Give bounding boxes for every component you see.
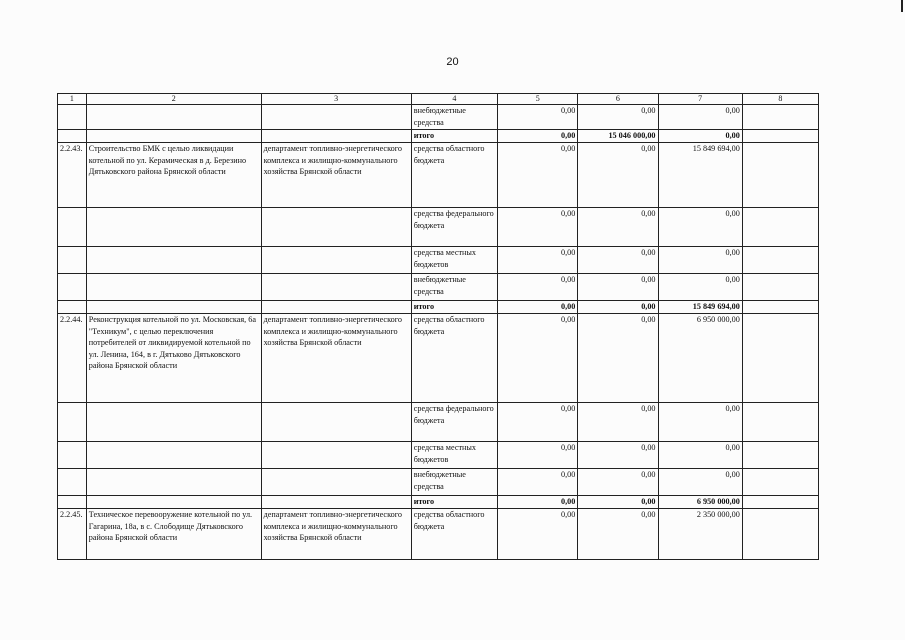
amount-cell: 0,00 <box>498 442 578 469</box>
empty-cell <box>742 403 818 442</box>
responsible-body-cell <box>261 403 411 442</box>
item-number-cell: 2.2.43. <box>58 143 87 208</box>
empty-cell <box>742 274 818 301</box>
project-name-cell <box>86 105 261 130</box>
amount-cell: 0,00 <box>578 301 658 314</box>
column-number: 7 <box>658 94 742 105</box>
empty-cell <box>742 301 818 314</box>
responsible-body-cell <box>261 247 411 274</box>
project-name-cell <box>86 496 261 509</box>
empty-cell <box>742 509 818 560</box>
project-name-cell <box>86 301 261 314</box>
table-row <box>58 442 819 469</box>
funding-source-cell: внебюджетные средства <box>411 469 497 496</box>
amount-cell: 0,00 <box>578 105 658 130</box>
project-name-cell <box>86 130 261 143</box>
column-number: 3 <box>261 94 411 105</box>
table-row <box>58 509 819 560</box>
funding-source-cell: средства областного бюджета <box>411 509 497 560</box>
page-number: 20 <box>446 56 459 68</box>
item-number-cell: 2.2.45. <box>58 509 87 560</box>
project-name-cell <box>86 442 261 469</box>
responsible-body-cell <box>261 208 411 247</box>
amount-cell: 0,00 <box>578 143 658 208</box>
table-row <box>58 130 819 143</box>
funding-source-cell: средства областного бюджета <box>411 314 497 403</box>
amount-cell: 0,00 <box>578 314 658 403</box>
column-number: 5 <box>498 94 578 105</box>
amount-cell: 15 046 000,00 <box>578 130 658 143</box>
table-row <box>58 403 819 442</box>
scan-edge-mark <box>901 0 903 12</box>
empty-cell <box>742 469 818 496</box>
item-number-cell <box>58 274 87 301</box>
funding-source-cell: итого <box>411 496 497 509</box>
budget-table <box>57 93 819 560</box>
amount-cell: 0,00 <box>578 403 658 442</box>
amount-cell: 6 950 000,00 <box>658 496 742 509</box>
project-name-cell <box>86 469 261 496</box>
funding-source-cell: средства федерального бюджета <box>411 403 497 442</box>
item-number-cell <box>58 247 87 274</box>
table-row <box>58 208 819 247</box>
project-name-cell <box>86 274 261 301</box>
amount-cell: 0,00 <box>578 208 658 247</box>
empty-cell <box>742 208 818 247</box>
table-row <box>58 105 819 130</box>
amount-cell: 0,00 <box>658 105 742 130</box>
funding-source-cell: внебюджетные средства <box>411 105 497 130</box>
item-number-cell <box>58 469 87 496</box>
amount-cell: 0,00 <box>498 301 578 314</box>
amount-cell: 0,00 <box>578 469 658 496</box>
funding-source-cell: итого <box>411 301 497 314</box>
responsible-body-cell <box>261 130 411 143</box>
amount-cell: 15 849 694,00 <box>658 301 742 314</box>
project-name-cell: Техническое перевооружение котельной по ул. Гагарина, 18а, в с. Слободище Дятьковского района Брянской области <box>86 509 261 560</box>
amount-cell: 0,00 <box>498 247 578 274</box>
amount-cell: 0,00 <box>658 274 742 301</box>
responsible-body-cell: департамент топливно-энергетического комплекса и жилищно-коммунального хозяйства Брянской области <box>261 509 411 560</box>
responsible-body-cell <box>261 105 411 130</box>
amount-cell: 0,00 <box>498 314 578 403</box>
empty-cell <box>742 105 818 130</box>
funding-source-cell: внебюджетные средства <box>411 274 497 301</box>
item-number-cell <box>58 130 87 143</box>
column-number: 1 <box>58 94 87 105</box>
item-number-cell <box>58 301 87 314</box>
empty-cell <box>742 442 818 469</box>
column-number: 4 <box>411 94 497 105</box>
amount-cell: 0,00 <box>578 509 658 560</box>
amount-cell: 0,00 <box>498 509 578 560</box>
responsible-body-cell <box>261 469 411 496</box>
amount-cell: 0,00 <box>498 496 578 509</box>
amount-cell: 0,00 <box>498 403 578 442</box>
amount-cell: 0,00 <box>658 442 742 469</box>
amount-cell: 0,00 <box>498 208 578 247</box>
table-row <box>58 496 819 509</box>
amount-cell: 0,00 <box>658 130 742 143</box>
project-name-cell: Строительство БМК с целью ликвидации котельной по ул. Керамическая в д. Березино Дятьковского района Брянской области <box>86 143 261 208</box>
empty-cell <box>742 496 818 509</box>
responsible-body-cell <box>261 496 411 509</box>
responsible-body-cell <box>261 442 411 469</box>
amount-cell: 0,00 <box>578 274 658 301</box>
table-row <box>58 469 819 496</box>
amount-cell: 0,00 <box>498 143 578 208</box>
amount-cell: 0,00 <box>498 469 578 496</box>
empty-cell <box>742 314 818 403</box>
item-number-cell <box>58 496 87 509</box>
table-row <box>58 274 819 301</box>
amount-cell: 0,00 <box>498 130 578 143</box>
item-number-cell: 2.2.44. <box>58 314 87 403</box>
table-row <box>58 247 819 274</box>
project-name-cell <box>86 247 261 274</box>
column-number: 6 <box>578 94 658 105</box>
amount-cell: 0,00 <box>498 274 578 301</box>
item-number-cell <box>58 105 87 130</box>
amount-cell: 0,00 <box>578 496 658 509</box>
project-name-cell <box>86 403 261 442</box>
amount-cell: 0,00 <box>658 469 742 496</box>
funding-source-cell: итого <box>411 130 497 143</box>
amount-cell: 0,00 <box>578 442 658 469</box>
project-name-cell: Реконструкция котельной по ул. Московская, 6а "Техникум", с целью переключения потребителей от ликвидируемой котельной по ул. Ленина, 164, в г. Дятьково Дятьковского района Брянской области <box>86 314 261 403</box>
responsible-body-cell: департамент топливно-энергетического комплекса и жилищно-коммунального хозяйства Брянской области <box>261 314 411 403</box>
funding-source-cell: средства местных бюджетов <box>411 247 497 274</box>
amount-cell: 15 849 694,00 <box>658 143 742 208</box>
empty-cell <box>742 130 818 143</box>
funding-source-cell: средства местных бюджетов <box>411 442 497 469</box>
column-number: 8 <box>742 94 818 105</box>
empty-cell <box>742 247 818 274</box>
empty-cell <box>742 143 818 208</box>
responsible-body-cell: департамент топливно-энергетического комплекса и жилищно-коммунального хозяйства Брянской области <box>261 143 411 208</box>
responsible-body-cell <box>261 274 411 301</box>
responsible-body-cell <box>261 301 411 314</box>
funding-source-cell: средства федерального бюджета <box>411 208 497 247</box>
amount-cell: 0,00 <box>498 105 578 130</box>
amount-cell: 2 350 000,00 <box>658 509 742 560</box>
column-number: 2 <box>86 94 261 105</box>
item-number-cell <box>58 208 87 247</box>
table-row <box>58 143 819 208</box>
table-row <box>58 314 819 403</box>
funding-source-cell: средства областного бюджета <box>411 143 497 208</box>
amount-cell: 0,00 <box>658 247 742 274</box>
amount-cell: 0,00 <box>658 208 742 247</box>
column-number-row <box>58 94 819 105</box>
amount-cell: 6 950 000,00 <box>658 314 742 403</box>
amount-cell: 0,00 <box>578 247 658 274</box>
item-number-cell <box>58 442 87 469</box>
item-number-cell <box>58 403 87 442</box>
project-name-cell <box>86 208 261 247</box>
amount-cell: 0,00 <box>658 403 742 442</box>
table-row <box>58 301 819 314</box>
